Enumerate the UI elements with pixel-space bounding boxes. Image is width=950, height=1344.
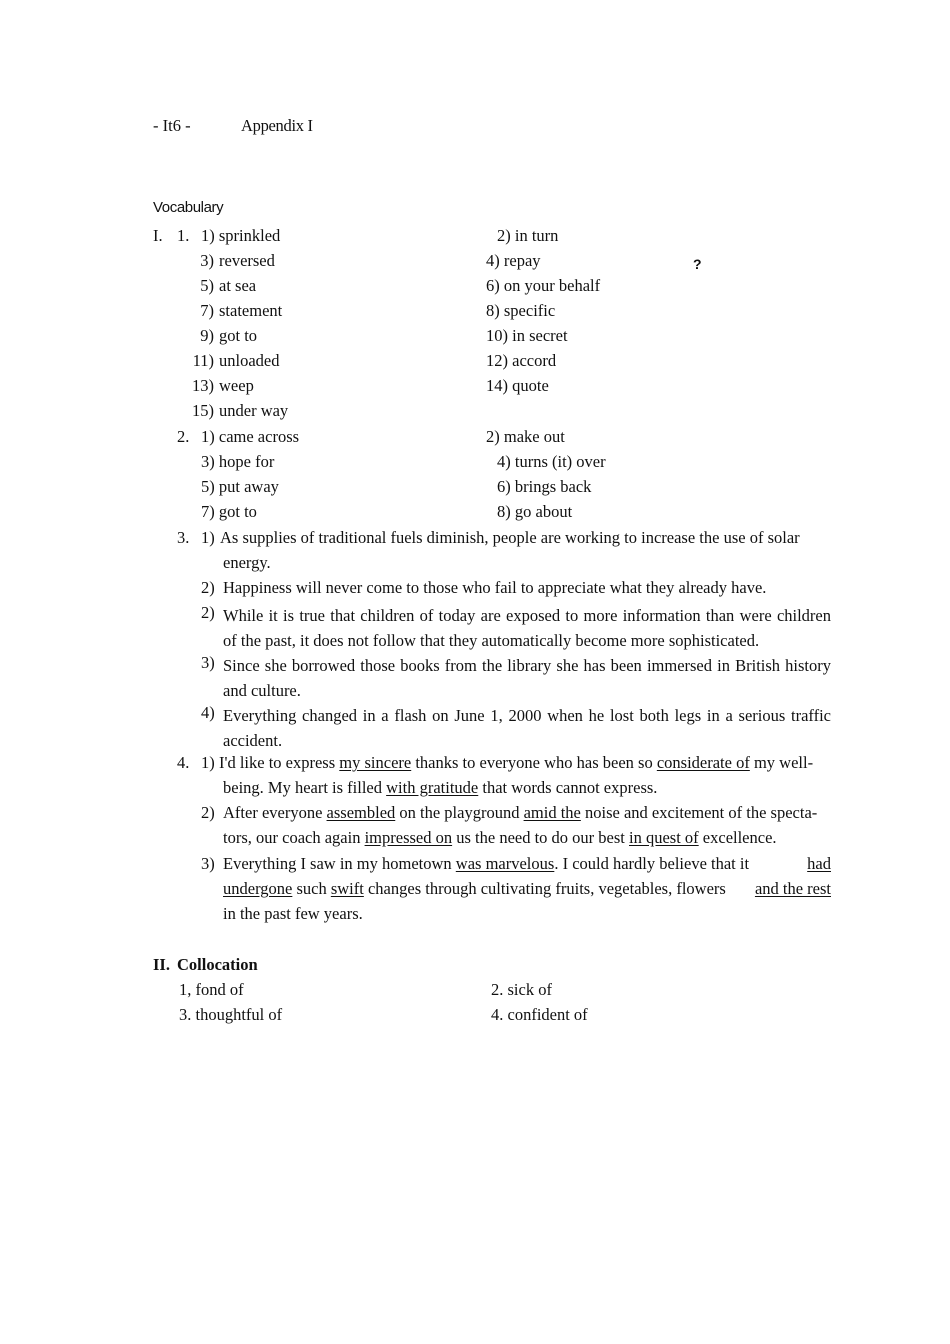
underlined-phrase: undergone	[223, 879, 293, 898]
item-text: statement	[219, 301, 283, 320]
exercise-number: 3.	[177, 528, 190, 547]
sentence-text: energy.	[223, 553, 271, 572]
sentence-number: 2)	[201, 603, 215, 622]
list-item: 14) quote	[486, 376, 549, 395]
sentence-line	[223, 828, 777, 848]
item-text: got to	[219, 326, 258, 345]
text-run: on the playground	[395, 803, 524, 822]
list-item	[201, 226, 280, 246]
list-item: 2. sick of	[491, 980, 552, 999]
page-title: Appendix I	[241, 116, 313, 135]
item-text: weep	[219, 376, 254, 395]
question-mark: ?	[693, 256, 702, 272]
list-item: 8) go about	[497, 502, 573, 521]
list-item: 6) on your behalf	[486, 276, 601, 295]
text-run: . I could hardly believe that it	[554, 854, 750, 873]
list-item: 10) in secret	[486, 326, 568, 345]
text-run: us the need to do our best	[452, 828, 629, 847]
item-text: at sea	[219, 276, 257, 295]
list-item: 5) put away	[201, 477, 279, 496]
item-number: 9)	[200, 326, 214, 345]
text-run: being. My heart is filled	[223, 778, 387, 797]
list-item: 7) got to	[201, 502, 257, 521]
sentence-number: 3)	[201, 653, 215, 672]
sentence-line	[223, 854, 831, 874]
underlined-phrase: in quest of	[629, 828, 699, 847]
item-text: reversed	[219, 251, 275, 270]
item-number: 13)	[192, 376, 214, 395]
text-run: thanks to everyone who has been so	[411, 753, 657, 772]
text-run: excellence.	[698, 828, 777, 847]
item-number: 3)	[200, 251, 214, 270]
list-item: 3. thoughtful of	[179, 1005, 283, 1024]
item-text: under way	[219, 401, 289, 420]
item-number: 7)	[200, 301, 214, 320]
vocabulary-heading: Vocabulary	[153, 199, 224, 216]
sentence-text: Since she borrowed those books from the library she has been immersed in British history and culture.	[223, 656, 831, 700]
list-item: 4) repay	[486, 251, 541, 270]
sentence-line	[223, 803, 817, 823]
text-run: I'd like to express	[219, 753, 340, 772]
item-number: 1)	[201, 226, 215, 245]
underlined-phrase: and the rest	[754, 879, 831, 898]
text-run: noise and excitement of the specta-	[580, 803, 818, 822]
text-run: After everyone	[223, 803, 327, 822]
sentence-text: in the past few years.	[223, 904, 363, 923]
text-run	[223, 854, 749, 874]
text-run: changes through cultivating fruits, vegetables, flowers	[363, 879, 726, 898]
underlined-phrase: with gratitude	[386, 778, 479, 797]
sentence-number: 2)	[201, 578, 215, 597]
underlined-phrase: my sincere	[339, 753, 412, 772]
section-roman-numeral: II.	[153, 955, 170, 974]
text-run: that words cannot express.	[478, 778, 658, 797]
list-item: 1) came across	[201, 427, 300, 446]
underlined-phrase: had	[807, 854, 831, 873]
text-run	[223, 879, 726, 899]
item-number: 15)	[192, 401, 214, 420]
page-label: - It6 -	[153, 116, 191, 135]
underlined-phrase: was marvelous	[455, 854, 555, 873]
sentence-number: 2)	[201, 803, 215, 822]
sentence-text: Everything changed in a flash on June 1, 2000 when he lost both legs in a serious traffic accident.	[223, 706, 831, 750]
sentence-text: Happiness will never come to those who fail to appreciate what they already have.	[223, 578, 767, 597]
item-text: unloaded	[219, 351, 280, 370]
text-run: such	[292, 879, 331, 898]
list-item: 2) make out	[486, 427, 565, 446]
sentence-number: 4)	[201, 703, 215, 722]
sentence-line	[219, 753, 813, 773]
sentence-line	[223, 778, 657, 798]
list-item: 12) accord	[486, 351, 557, 370]
list-item: 6) brings back	[497, 477, 592, 496]
list-item: 3) hope for	[201, 452, 275, 471]
sentence-number: 3)	[201, 854, 215, 873]
sentence-text: As supplies of traditional fuels diminish, people are working to increase the use of solar	[220, 528, 800, 547]
text-run: Everything I saw in my hometown	[223, 854, 456, 873]
list-item: 8) specific	[486, 301, 556, 320]
collocation-heading: Collocation	[177, 955, 258, 974]
list-item: 4) turns (it) over	[497, 452, 606, 471]
text-run: my well-	[749, 753, 814, 772]
exercise-number: 1.	[177, 226, 190, 245]
exercise-number: 2.	[177, 427, 190, 446]
section-roman-numeral: I.	[153, 226, 163, 245]
underlined-phrase: assembled	[326, 803, 396, 822]
list-item: 2) in turn	[497, 226, 559, 245]
list-item: 1, fond of	[179, 980, 244, 999]
underlined-phrase: impressed on	[364, 828, 453, 847]
underlined-phrase: swift	[330, 879, 364, 898]
item-number: 5)	[200, 276, 214, 295]
item-text: sprinkled	[218, 226, 281, 245]
underlined-phrase: amid the	[523, 803, 581, 822]
sentence-number: 1)	[201, 753, 215, 772]
list-item: 4. confident of	[491, 1005, 588, 1024]
sentence-number: 1)	[201, 528, 215, 547]
sentence-line	[223, 879, 831, 899]
text-run: tors, our coach again	[223, 828, 365, 847]
item-number: 11)	[192, 351, 214, 370]
underlined-phrase: considerate of	[656, 753, 750, 772]
exercise-number: 4.	[177, 753, 190, 772]
sentence-text: While it is true that children of today are exposed to more information than were children of the past, it does not follow that they automatically become more sophisticated.	[223, 606, 831, 650]
